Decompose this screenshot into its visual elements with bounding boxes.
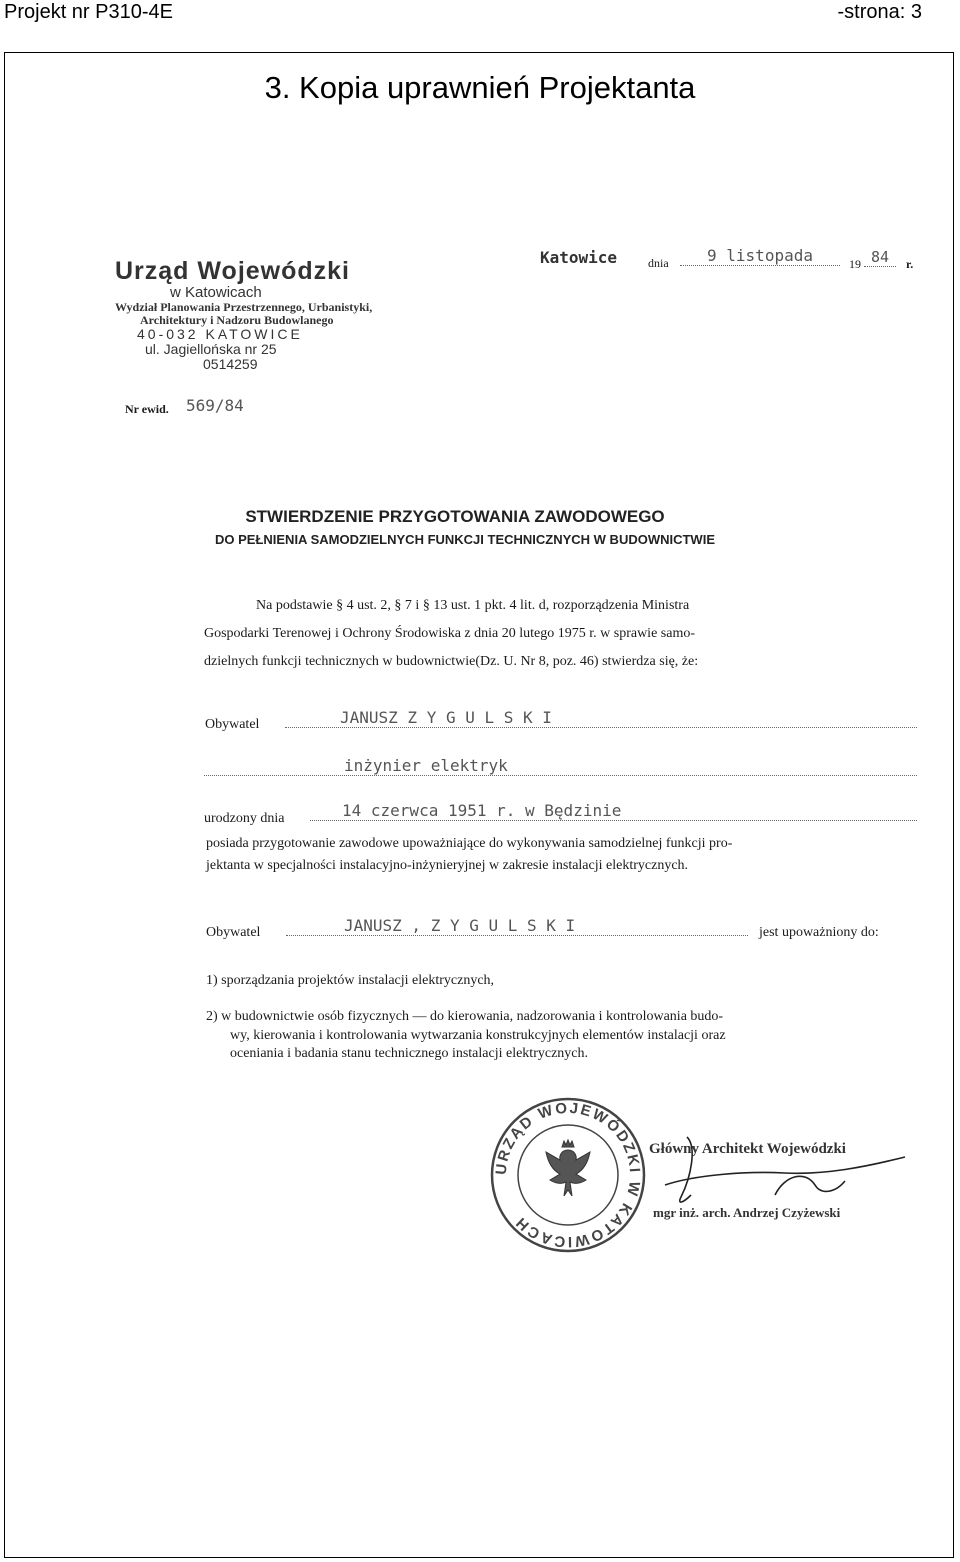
citizen-label: Obywatel (205, 717, 260, 732)
year-prefix: 19 (849, 257, 861, 271)
intro-line-3: dzielnych funkcji technicznych w budownictwie(Dz. U. Nr 8, poz. 46) stwierdza się, że: (204, 654, 699, 669)
qualification-line-2: jektanta w specjalności instalacyjno-inżynieryjnej w zakresie instalacji elektrycznych. (206, 858, 689, 873)
office-street: ul. Jagiellońska nr 25 (145, 341, 277, 358)
authorization-item-2-line-3: oceniania i badania stanu technicznego instalacji elektrycznych. (230, 1046, 589, 1061)
office-postal: 40-032 KATOWICE (137, 326, 303, 343)
authorization-item-2-line-1: 2) w budownictwie osób fizycznych — do kierowania, nadzorowania i kontrolowania budo- (206, 1009, 724, 1024)
record-number-label: Nr ewid. (125, 402, 169, 416)
record-number: 569/84 (186, 396, 244, 415)
qualification-line-1: posiada przygotowanie zawodowe upoważniające do wykonywania samodzielnej funkcji pro- (206, 836, 733, 851)
date-label: dnia (648, 256, 669, 270)
issue-year: 84 (864, 248, 896, 267)
signature-block (625, 1135, 925, 1245)
intro-line-1: Na podstawie § 4 ust. 2, § 7 i § 13 ust. 1 pkt. 4 lit. d, rozporządzenia Ministra (256, 598, 690, 613)
round-official-stamp (488, 1095, 648, 1255)
birth-date-place: 14 czerwca 1951 r. w Będzinie (310, 801, 917, 821)
city: Katowice (540, 248, 618, 267)
office-name: Urząd Wojewódzki (115, 257, 351, 285)
office-city: w Katowicach (170, 284, 262, 301)
project-number: Projekt nr P310-4E (4, 1, 173, 23)
authorized-label: jest upoważniony do: (759, 925, 879, 940)
office-regon: 0514259 (203, 356, 258, 373)
office-department-2: Architektury i Nadzoru Budowlanego (140, 313, 334, 328)
eagle-emblem-icon (546, 1140, 590, 1196)
profession: inżynier elektryk (204, 756, 917, 776)
signature-title: Główny Architekt Wojewódzki (649, 1141, 846, 1157)
office-department: Wydział Planowania Przestrzennego, Urbanistyki, (115, 300, 373, 315)
intro-line-2: Gospodarki Terenowej i Ochrony Środowiska z dnia 20 lutego 1975 r. w sprawie samo- (204, 626, 695, 641)
citizen-label-2: Obywatel (206, 925, 261, 940)
birth-label: urodzony dnia (204, 811, 285, 826)
citizen-name: JANUSZ Z Y G U L S K I (285, 708, 917, 728)
citizen-name-2: JANUSZ , Z Y G U L S K I (286, 916, 748, 936)
page-number: -strona: 3 (837, 1, 922, 23)
issue-date: 9 listopada (680, 246, 840, 266)
page-header (0, 0, 960, 30)
office-stamp (115, 257, 373, 373)
year-suffix: r. (906, 257, 914, 271)
doc-title: STWIERDZENIE PRZYGOTOWANIA ZAWODOWEGO (245, 507, 665, 526)
authorization-item-2-line-2: wy, kierowania i kontrolowania wytwarzania konstrukcyjnych elementów instalacji oraz (230, 1028, 726, 1043)
round-stamp-text: URZĄD WOJEWÓDZKI W KATOWICACH (492, 1099, 644, 1251)
doc-subtitle: DO PEŁNIENIA SAMODZIELNYCH FUNKCJI TECHNICZNYCH W BUDOWNICTWIE (214, 532, 715, 547)
signature-name: mgr inż. arch. Andrzej Czyżewski (653, 1205, 841, 1220)
scanned-document (70, 160, 950, 1550)
section-title: 3. Kopia uprawnień Projektanta (264, 70, 696, 105)
authorization-item-1: 1) sporządzania projektów instalacji elektrycznych, (206, 973, 495, 988)
